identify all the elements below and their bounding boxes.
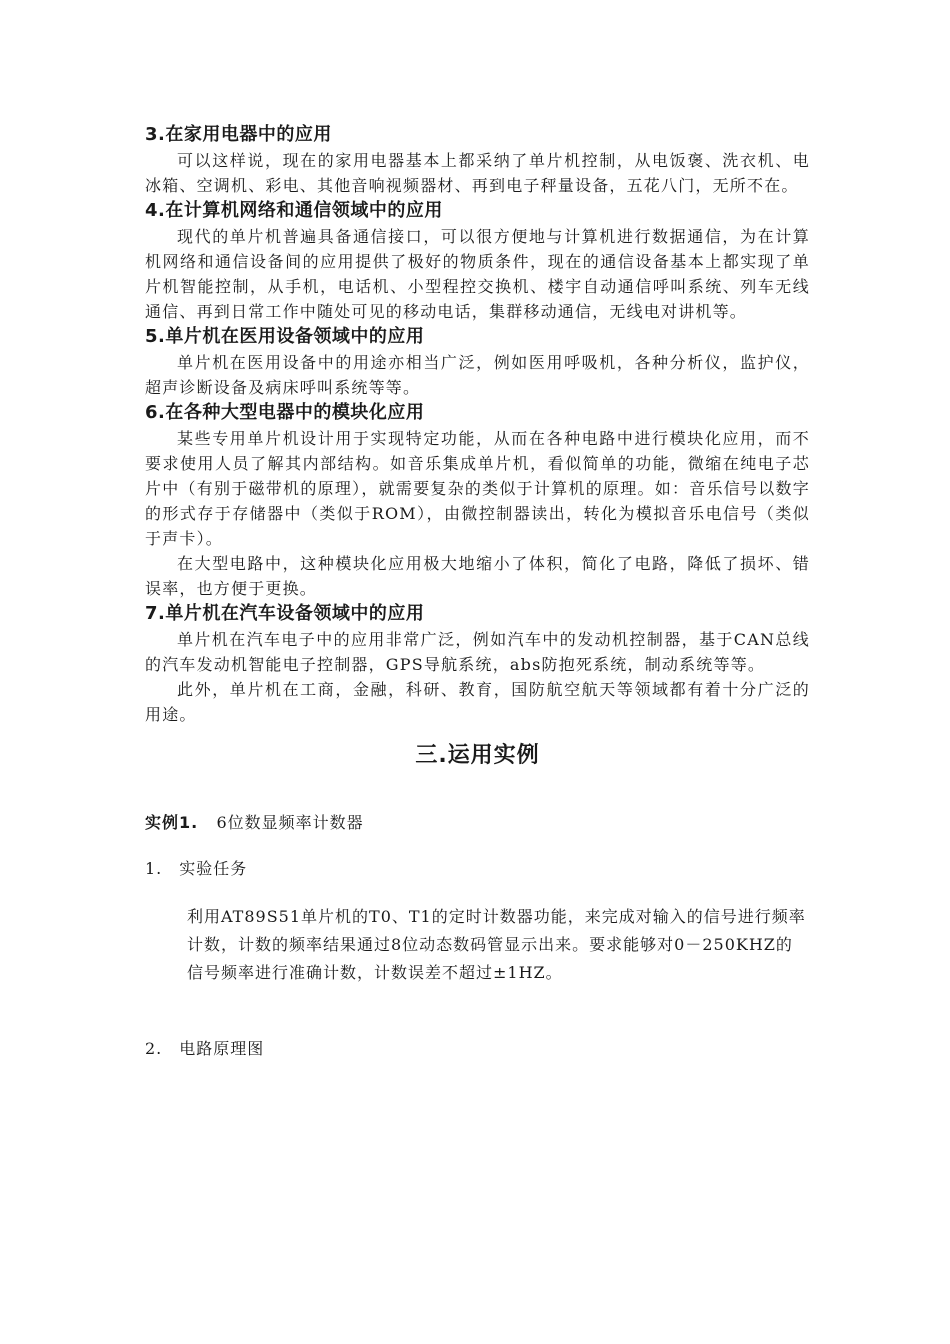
section-7-paragraph-2: 此外，单片机在工商，金融，科研、教育，国防航空航天等领域都有着十分广泛的用途。 bbox=[145, 680, 810, 724]
section-heading-5: 5.单片机在医用设备领域中的应用 bbox=[145, 326, 425, 347]
section-heading-3: 3.在家用电器中的应用 bbox=[145, 124, 332, 145]
part-title: 三.运用实例 bbox=[415, 743, 540, 768]
example-title: 6位数显频率计数器 bbox=[216, 813, 364, 832]
section-heading-4: 4.在计算机网络和通信领域中的应用 bbox=[145, 200, 443, 221]
example-label: 实例1. bbox=[145, 813, 199, 832]
section-heading-6: 6.在各种大型电器中的模块化应用 bbox=[145, 402, 425, 423]
section-heading-7: 7.单片机在汽车设备领域中的应用 bbox=[145, 603, 425, 624]
section-6-paragraph-1: 某些专用单片机设计用于实现特定功能，从而在各种电路中进行模块化应用，而不要求使用人员了解其内部结构。如音乐集成单片机，看似简单的功能，微缩在纯电子芯片中（有别于磁带机的原理），就需要复杂的类似于计算机的原理。如：音乐信号以数字的形式存于存储器中（类似于ROM），由微控制器读出，转化为模拟音乐电信号（类似于声卡）。 bbox=[145, 429, 810, 548]
task-heading: 1. 实验任务 bbox=[145, 859, 248, 878]
task-text: 利用AT89S51单片机的T0、T1的定时计数器功能，来完成对输入的信号进行频率计数，计数的频率结果通过8位动态数码管显示出来。要求能够对0－250KHZ的信号频率进行准确计数，计数误差不超过±1HZ。 bbox=[187, 907, 806, 982]
document-body bbox=[145, 122, 810, 1061]
section-7-paragraph-1: 单片机在汽车电子中的应用非常广泛，例如汽车中的发动机控制器，基于CAN总线的汽车发动机智能电子控制器，GPS导航系统，abs防抱死系统，制动系统等等。 bbox=[145, 630, 810, 674]
section-3-paragraph: 可以这样说，现在的家用电器基本上都采纳了单片机控制，从电饭褒、洗衣机、电冰箱、空调机、彩电、其他音响视频器材、再到电子秤量设备，五花八门，无所不在。 bbox=[145, 151, 810, 195]
circuit-heading: 2. 电路原理图 bbox=[145, 1039, 265, 1058]
example-heading bbox=[145, 811, 810, 835]
section-6-paragraph-2: 在大型电路中，这种模块化应用极大地缩小了体积，简化了电路，降低了损坏、错误率，也方便于更换。 bbox=[145, 554, 810, 598]
section-5-paragraph: 单片机在医用设备中的用途亦相当广泛，例如医用呼吸机，各种分析仪，监护仪，超声诊断设备及病床呼叫系统等等。 bbox=[145, 353, 810, 397]
section-4-paragraph: 现代的单片机普遍具备通信接口，可以很方便地与计算机进行数据通信，为在计算机网络和通信设备间的应用提供了极好的物质条件，现在的通信设备基本上都实现了单片机智能控制，从手机，电话机、小型程控交换机、楼宇自动通信呼叫系统、列车无线通信、再到日常工作中随处可见的移动电话，集群移动通信，无线电对讲机等。 bbox=[145, 227, 810, 321]
